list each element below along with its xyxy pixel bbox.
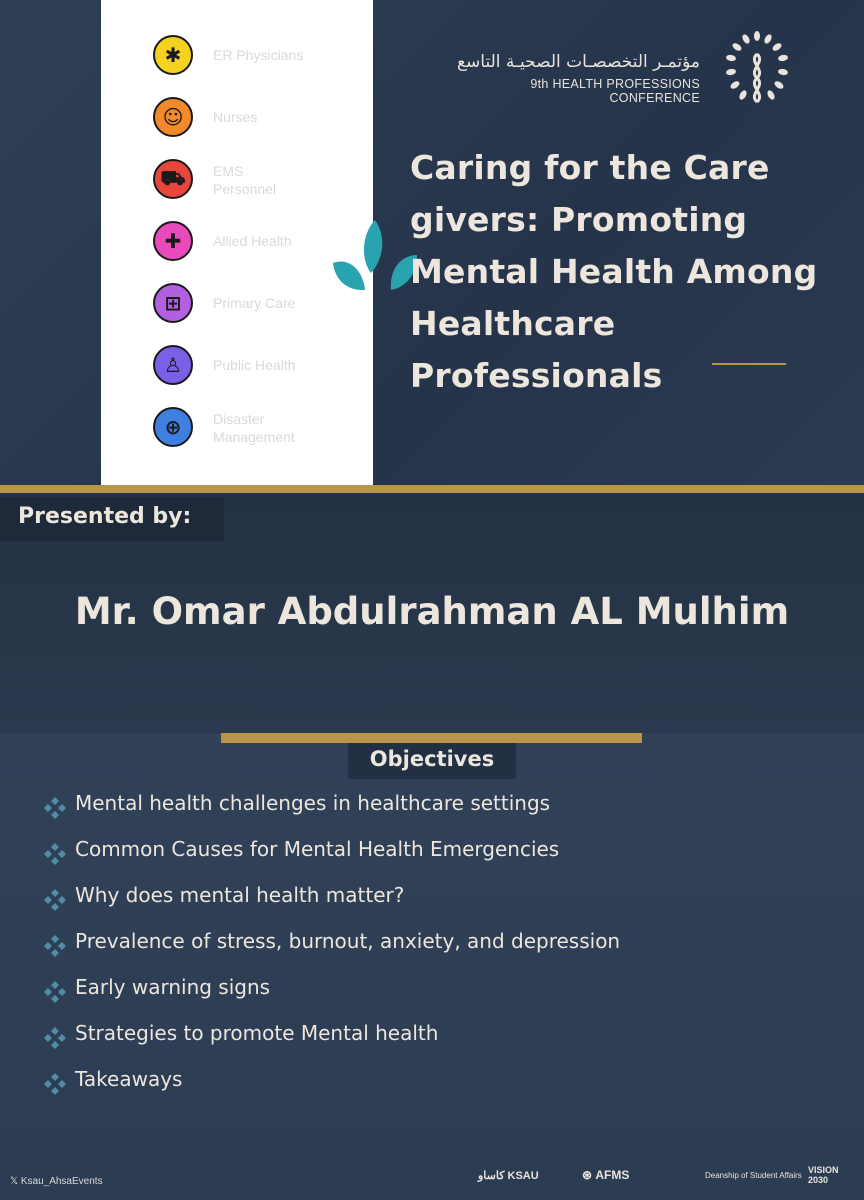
category-item — [153, 159, 373, 203]
objective-text: Mental health challenges in healthcare settings — [75, 791, 551, 815]
leaf-wreath-logo-icon — [722, 30, 792, 110]
conference-name-arabic: مؤتمـر التخصصـات الصحيـة التاسع — [456, 52, 700, 72]
presented-by-label: Presented by: — [18, 504, 192, 529]
objective-text: Early warning signs — [75, 975, 271, 999]
afms-logo-text: AFMS — [595, 1168, 630, 1182]
diamond-bullet-icon — [42, 842, 68, 866]
objective-text: Why does mental health matter? — [75, 883, 405, 907]
category-label: Public Health — [213, 357, 296, 373]
objective-text: Common Causes for Mental Health Emergencies — [75, 837, 560, 861]
objective-item — [42, 926, 842, 972]
nurse-icon: ☺ — [153, 97, 193, 137]
syringe-icon: ✚ — [153, 221, 193, 261]
category-item — [153, 35, 373, 79]
category-label: Disaster Management — [213, 411, 295, 445]
clinic-icon: ⊞ — [153, 283, 193, 323]
category-item — [153, 97, 373, 141]
objective-item — [42, 972, 842, 1018]
talk-title: Caring for the Care givers: Promoting Mental Health Among Healthcare Professionals — [410, 148, 818, 395]
objective-item — [42, 1018, 842, 1064]
objective-text: Takeaways — [75, 1067, 183, 1091]
diamond-bullet-icon — [42, 980, 68, 1004]
category-label: Primary Care — [213, 295, 296, 311]
vision-2030-logo — [808, 1158, 858, 1192]
x-logo-icon: 𝕏 — [10, 1176, 19, 1187]
ambulance-icon: ⛟ — [153, 159, 193, 199]
ksau-logo-text: كاساو KSAU — [478, 1169, 539, 1182]
objectives-list — [42, 788, 842, 1110]
category-item — [153, 407, 373, 451]
diamond-bullet-icon — [42, 1026, 68, 1050]
leaf-decoration-icon — [325, 215, 420, 300]
objectives-title: Objectives — [369, 747, 495, 771]
diamond-bullet-icon — [42, 796, 68, 820]
ksau-logo — [478, 1158, 539, 1192]
objective-text: Prevalence of stress, burnout, anxiety, and depression — [75, 929, 621, 953]
vision-2030-logo-text: VISION 2030 — [808, 1165, 839, 1185]
category-item — [153, 345, 373, 389]
objective-item — [42, 834, 842, 880]
objective-text: Strategies to promote Mental health — [75, 1021, 439, 1045]
student-affairs-logo — [705, 1158, 802, 1192]
category-label: EMS Personnel — [213, 163, 277, 197]
title-underline — [712, 363, 786, 365]
social-handle[interactable] — [10, 1176, 103, 1187]
objective-item — [42, 788, 842, 834]
conference-name-english: 9th HEALTH PROFESSIONS CONFERENCE — [530, 77, 700, 105]
globe-warning-icon: ⊕ — [153, 407, 193, 447]
afms-emblem-icon: ⊛ — [582, 1168, 596, 1182]
medical-cross-icon: ✱ — [153, 35, 193, 75]
gold-divider — [0, 485, 864, 493]
presenter-name: Mr. Omar Abdulrahman AL Mulhim — [74, 590, 790, 633]
objectives-gold-bar — [221, 733, 642, 743]
diamond-bullet-icon — [42, 934, 68, 958]
objective-item — [42, 880, 842, 926]
diamond-bullet-icon — [42, 1072, 68, 1096]
student-affairs-logo-text: Deanship of Student Affairs — [705, 1170, 802, 1180]
afms-logo — [582, 1158, 629, 1192]
category-label: Allied Health — [213, 233, 292, 249]
social-handle-text: Ksau_AhsaEvents — [20, 1176, 103, 1187]
community-icon: ♙ — [153, 345, 193, 385]
objective-item — [42, 1064, 842, 1110]
category-label: ER Physicians — [213, 47, 304, 63]
diamond-bullet-icon — [42, 888, 68, 912]
category-label: Nurses — [213, 109, 258, 125]
